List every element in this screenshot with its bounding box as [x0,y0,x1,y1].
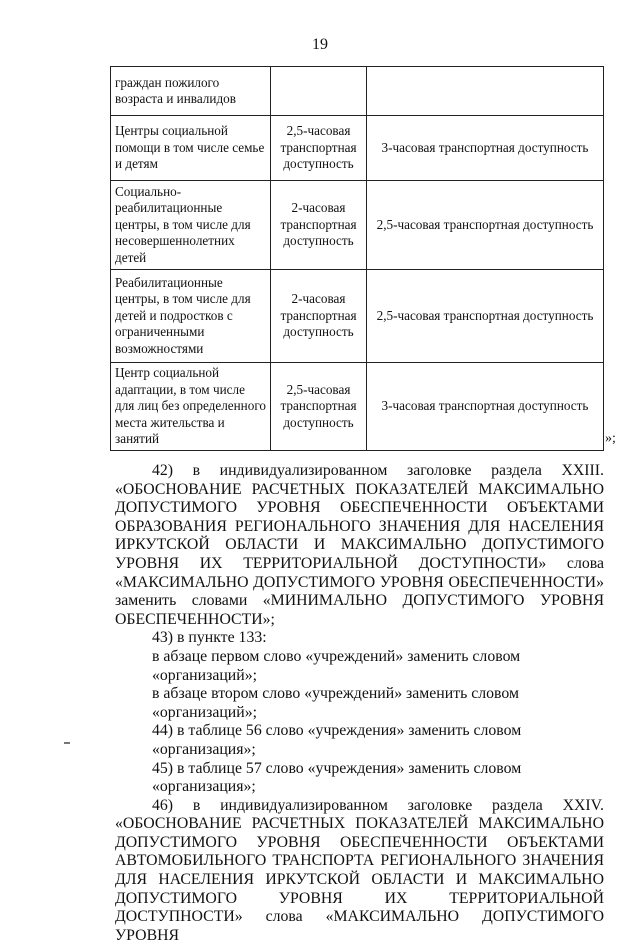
table-cell-value: 2,5-часовая транспортная доступность [367,270,604,363]
document-body [115,462,604,945]
table-row [111,67,604,116]
paragraph-43-second: в абзаце втором слово «учреждений» заменить словом «организаций»; [152,685,519,721]
table-cell-value [367,67,604,116]
paragraph-45: 45) в таблице 57 слово «учреждения» заменить словом «организация»; [152,759,522,796]
margin-mark [64,742,70,744]
table-cell-value: 2-часовая транспортная доступность [271,270,367,363]
paragraph-43: 43) в пункте 133: [152,629,267,647]
table-cell-value: 2,5-часовая транспортная доступность [367,181,604,270]
paragraph-44: 44) в таблице 56 слово «учреждения» заменить словом «организация»; [152,722,522,758]
paragraph-42: 42) в индивидуализированном заголовке раздела XXIII. «ОБОСНОВАНИЕ РАСЧЕТНЫХ ПОКАЗАТЕЛЕЙ МАКСИМАЛЬНО ДОПУСТИМОГО УРОВНЯ ОБЕСПЕЧЕННОСТИ ОБЪЕКТАМИ ОБРАЗОВАНИЯ РЕГИОНАЛЬНОГО ЗНАЧЕНИЯ ДЛЯ НАСЕЛЕНИЯ ИРКУТСКОЙ ОБЛАСТИ И МАКСИМАЛЬНО ДОПУСТИМОГО УРОВНЯ ИХ ТЕРРИТОРИАЛЬНОЙ ДОСТУПНОСТИ» слова «МАКСИМАЛЬНО ДОПУСТИМОГО УРОВНЯ ОБЕСПЕЧЕННОСТИ» заменить словами «МИНИМАЛЬНО ДОПУСТИМОГО УРОВНЯ ОБЕСПЕЧЕННОСТИ»; [115,462,604,628]
accessibility-table [110,66,604,451]
table-row [111,116,604,181]
table-cell-value: 3-часовая транспортная доступность [367,363,604,451]
table-cell-name: Социально-реабилитационные центры, в том числе для несовершеннолетних детей [111,181,271,270]
table-row [111,270,604,363]
table-closing-quote: »; [605,431,616,446]
paragraph-46: 46) в индивидуализированном заголовке раздела XXIV. «ОБОСНОВАНИЕ РАСЧЕТНЫХ ПОКАЗАТЕЛЕЙ МАКСИМАЛЬНО ДОПУСТИМОГО УРОВНЯ ОБЕСПЕЧЕННОСТИ ОБЪЕКТАМИ АВТОМОБИЛЬНОГО ТРАНСПОРТА РЕГИОНАЛЬНОГО ЗНАЧЕНИЯ ДЛЯ НАСЕЛЕНИЯ ИРКУТСКОЙ ОБЛАСТИ И МАКСИМАЛЬНО ДОПУСТИМОГО УРОВНЯ ИХ ТЕРРИТОРИАЛЬНОЙ ДОСТУПНОСТИ» слова «МАКСИМАЛЬНО ДОПУСТИМОГО УРОВНЯ [115,796,604,944]
table-cell-name: Центры социальной помощи в том числе семье и детям [111,116,271,181]
table-cell-name: Реабилитационные центры, в том числе для детей и подростков с ограниченными возможностями [111,270,271,363]
table-cell-name: Центр социальной адаптации, в том числе для лиц без определенного места жительства и занятий [111,363,271,451]
table-row [111,363,604,451]
paragraph-43-first: в абзаце первом слово «учреждений» заменить словом «организаций»; [152,647,521,684]
table-cell-name: граждан пожилого возраста и инвалидов [111,67,271,116]
table-cell-value [271,67,367,116]
table-row [111,181,604,270]
table-cell-value: 2,5-часовая транспортная доступность [271,116,367,181]
page-number: 19 [312,36,328,53]
table-cell-value: 2,5-часовая транспортная доступность [271,363,367,451]
table-cell-value: 3-часовая транспортная доступность [367,116,604,181]
table-cell-value: 2-часовая транспортная доступность [271,181,367,270]
